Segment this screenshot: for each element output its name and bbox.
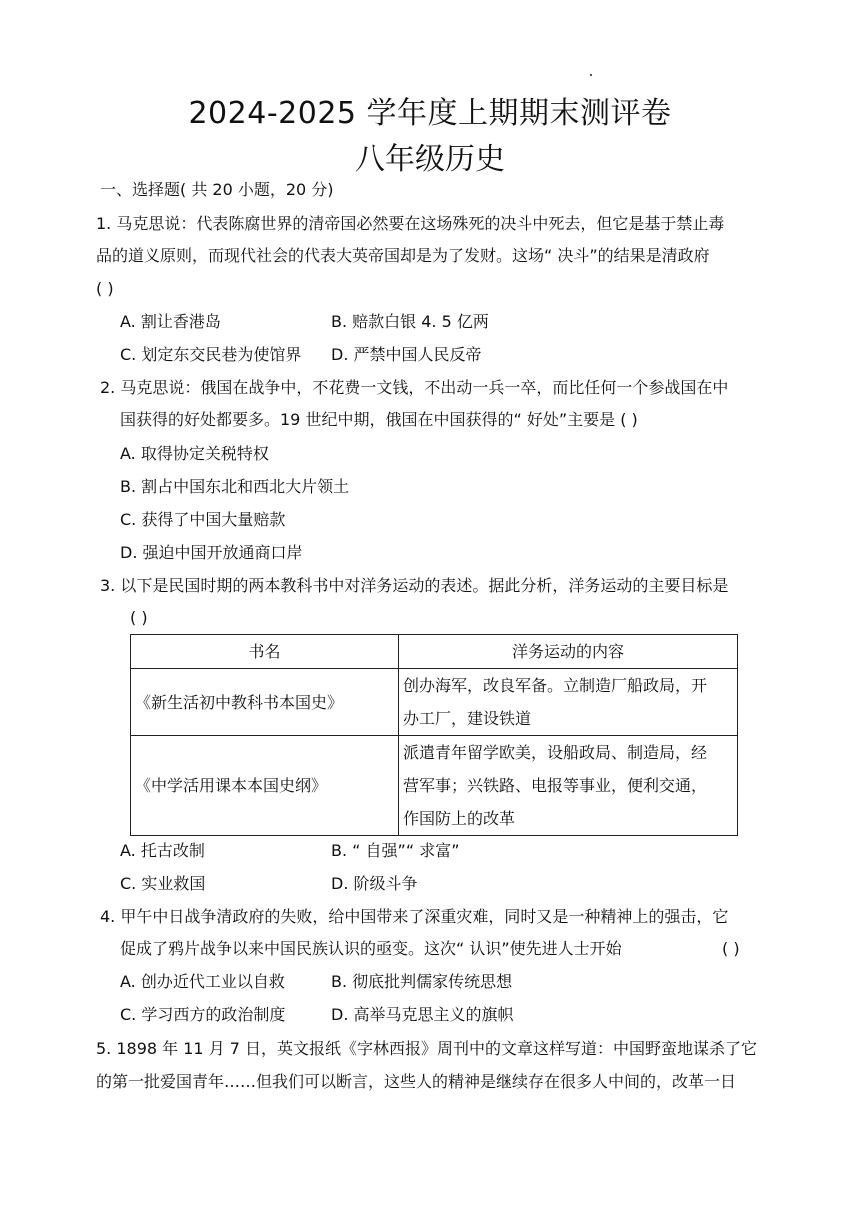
- table-cell-book: 《中学活用课本本国史纲》: [131, 736, 399, 836]
- textbook-table: [130, 634, 738, 836]
- q2-option-c: C. 获得了中国大量赔款: [120, 510, 286, 529]
- table-row: [131, 669, 738, 736]
- page-title: 2024-2025 学年度上期期末测评卷: [188, 96, 672, 131]
- table-cell-book: 《新生活初中教科书本国史》: [131, 669, 399, 736]
- section-heading: 一、选择题( 共 20 小题，20 分): [100, 180, 334, 199]
- table-header-book: 书名: [131, 635, 399, 669]
- q4-option-b: B. 彻底批判儒家传统思想: [331, 972, 513, 991]
- q1-option-d: D. 严禁中国人民反帝: [331, 345, 482, 364]
- q2-option-b: B. 割占中国东北和西北大片领土: [120, 477, 350, 496]
- q3-option-b: B. “ 自强”“ 求富”: [331, 841, 460, 860]
- table-header-content: 洋务运动的内容: [399, 635, 738, 669]
- q2-option-d: D. 强迫中国开放通商口岸: [120, 543, 303, 562]
- table-cell-content: [399, 669, 738, 736]
- q1-option-b: B. 赔款白银 4. 5 亿两: [331, 312, 489, 331]
- table-cell-content: [399, 736, 738, 836]
- q1-line2: 品的道义原则，而现代社会的代表大英帝国却是为了发财。这场“ 决斗”的结果是清政府: [96, 246, 710, 265]
- q2-line1: 2. 马克思说：俄国在战争中，不花费一文钱，不出动一兵一卒，而比任何一个参战国在中: [100, 378, 729, 397]
- page-subtitle: 八年级历史: [355, 142, 505, 177]
- cell-line: 办工厂，建设铁道: [403, 709, 532, 728]
- table-header-row: [131, 635, 738, 669]
- q1-line3: ( ): [96, 279, 114, 298]
- q4-line1: 4. 甲午中日战争清政府的失败，给中国带来了深重灾难，同时又是一种精神上的强击，它: [100, 907, 729, 926]
- table-row: [131, 736, 738, 836]
- q4-line2: 促成了鸦片战争以来中国民族认识的亟变。这次“ 认识”使先进人士开始: [120, 939, 622, 958]
- q3-option-d: D. 阶级斗争: [331, 874, 418, 893]
- q4-option-c: C. 学习西方的政治制度: [120, 1005, 286, 1024]
- q2-line2: 国获得的好处都要多。19 世纪中期，俄国在中国获得的“ 好处”主要是 ( ): [120, 410, 638, 429]
- q3-option-a: A. 托古改制: [120, 841, 205, 860]
- q3-line2: ( ): [130, 608, 148, 627]
- cell-line: 作国防上的改革: [403, 809, 516, 828]
- q5-line2: 的第一批爱国青年……但我们可以断言，这些人的精神是继续存在很多人中间的，改革一日: [96, 1072, 737, 1091]
- cell-line: 派遣青年留学欧美，设船政局、制造局，经: [403, 743, 708, 762]
- q4-option-d: D. 高举马克思主义的旗帜: [331, 1005, 514, 1024]
- q2-option-a: A. 取得协定关税特权: [120, 444, 269, 463]
- stray-dot: [590, 74, 592, 76]
- q4-answer-paren: ( ): [722, 939, 740, 958]
- q3-option-c: C. 实业救国: [120, 874, 206, 893]
- q1-option-c: C. 划定东交民巷为使馆界: [120, 345, 302, 364]
- q5-line1: 5. 1898 年 11 月 7 日，英文报纸《字林西报》周刊中的文章这样写道：中国野蛮地谋杀了它: [96, 1039, 758, 1058]
- cell-line: 营军事；兴铁路、电报等事业，便利交通，: [403, 776, 708, 795]
- q1-line1: 1. 马克思说：代表陈腐世界的清帝国必然要在这场殊死的决斗中死去，但它是基于禁止毒: [96, 214, 725, 233]
- q4-option-a: A. 创办近代工业以自救: [120, 972, 285, 991]
- q1-option-a: A. 割让香港岛: [120, 312, 221, 331]
- q3-line1: 3. 以下是民国时期的两本教科书中对洋务运动的表述。据此分析，洋务运动的主要目标是: [100, 576, 729, 595]
- cell-line: 创办海军，改良军备。立制造厂船政局，开: [403, 676, 708, 695]
